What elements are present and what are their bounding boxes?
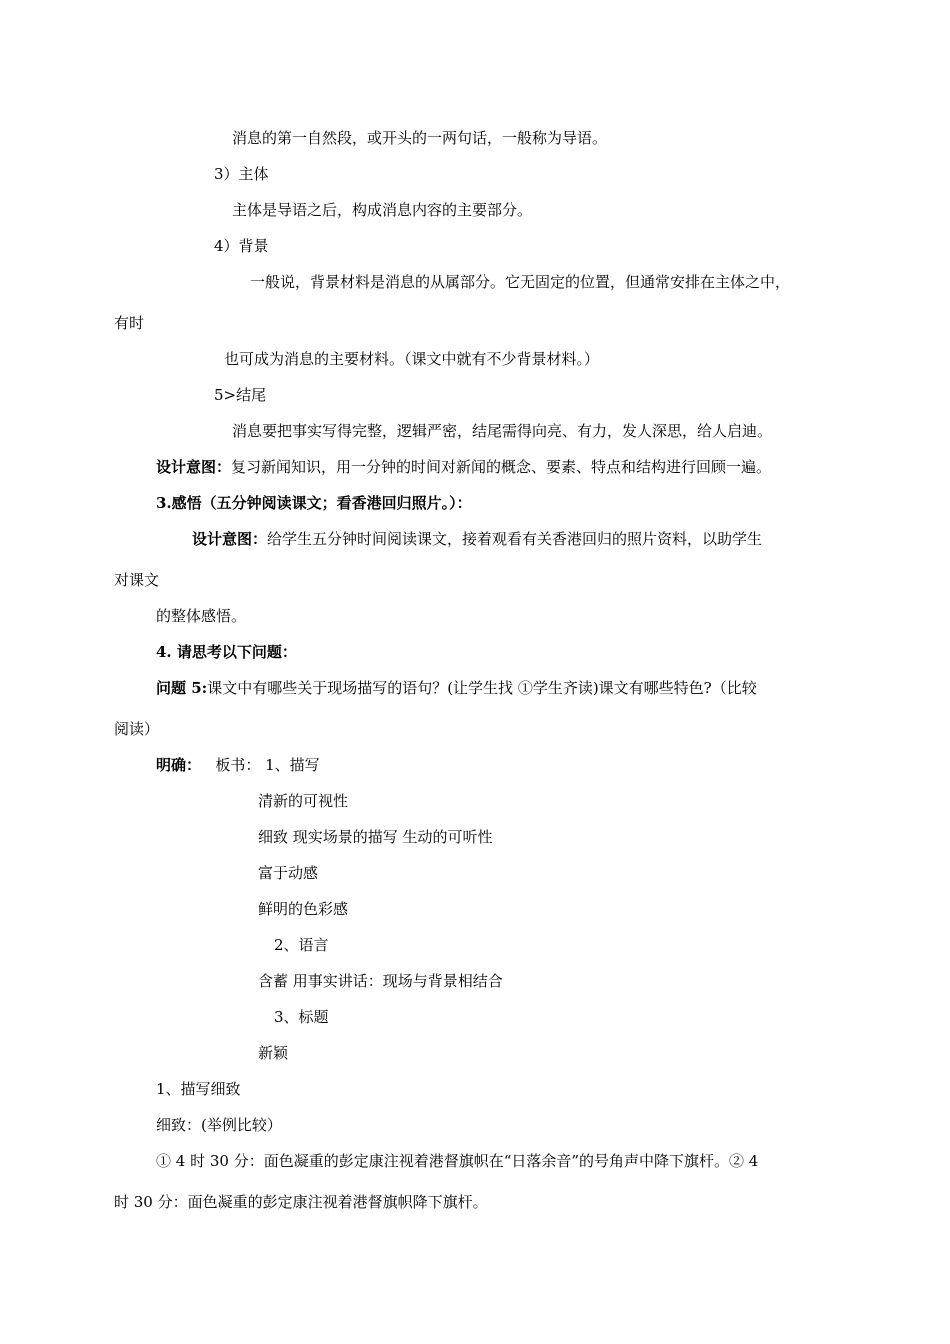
question-label: 问题 5:	[156, 679, 208, 697]
heading-background: 4）背景	[214, 237, 269, 255]
heading-body: 3）主体	[214, 165, 269, 183]
example-line1: ① 4 时 30 分：面色凝重的彭定康注视着港督旗帜在“日落余音”的号角声中降下旗杆。② 4	[156, 1152, 759, 1170]
question-5	[156, 678, 757, 698]
blackboard-item: 细致 现实场景的描写 生动的可听性	[258, 828, 493, 846]
clarify-line	[156, 755, 320, 775]
design-intent-2	[192, 529, 762, 549]
blackboard-item: 3、标题	[274, 1008, 329, 1026]
blackboard-item: 2、语言	[274, 936, 329, 954]
paragraph-body-definition: 主体是导语之后，构成消息内容的主要部分。	[232, 201, 533, 219]
paragraph-background-line3: 也可成为消息的主要材料。（课文中就有不少背景材料。）	[224, 350, 600, 368]
design-intent-2-line2: 对课文	[114, 571, 160, 589]
section-3-heading: 3.感悟（五分钟阅读课文；看香港回归照片。）：	[156, 494, 472, 512]
blackboard-item: 新颖	[258, 1044, 289, 1062]
detail-heading: 1、描写细致	[156, 1080, 241, 1098]
design-intent-text: 复习新闻知识，用一分钟的时间对新闻的概念、要素、特点和结构进行回顾一遍。	[231, 458, 772, 476]
design-intent-text: 给学生五分钟时间阅读课文，接着观看有关香港回归的照片资料，以助学生	[267, 530, 763, 548]
detail-subheading: 细致：(举例比较）	[156, 1116, 282, 1134]
question-text: 课文中有哪些关于现场描写的语句？(让学生找 ①学生齐读)课文有哪些特色?（比较	[207, 679, 757, 697]
blackboard-item: 含蓄 用事实讲话：现场与背景相结合	[258, 972, 503, 990]
paragraph-background-line2: 有时	[114, 314, 145, 332]
blackboard-item: 鲜明的色彩感	[258, 900, 349, 918]
blackboard-item: 富于动感	[258, 864, 319, 882]
blackboard-item: 清新的可视性	[258, 792, 349, 810]
clarify-label: 明确：	[156, 756, 202, 774]
design-intent-label: 设计意图：	[156, 458, 232, 476]
paragraph-background-line1: 一般说，背景材料是消息的从属部分。它无固定的位置，但通常安排在主体之中，	[250, 273, 791, 291]
design-intent-2-line3: 的整体感悟。	[156, 607, 247, 625]
blackboard-heading: 板书： 1、描写	[215, 756, 320, 774]
design-intent-1	[156, 457, 771, 477]
example-line2: 时 30 分：面色凝重的彭定康注视着港督旗帜降下旗杆。	[114, 1193, 488, 1211]
question-5-line2: 阅读）	[114, 720, 160, 738]
paragraph-ending: 消息要把事实写得完整，逻辑严密，结尾需得向亮、有力，发人深思，给人启迪。	[232, 422, 773, 440]
heading-ending: 5>结尾	[214, 386, 267, 404]
section-4-heading: 4. 请思考以下问题：	[156, 643, 297, 661]
design-intent-label: 设计意图：	[192, 530, 268, 548]
paragraph-lead-definition: 消息的第一自然段，或开头的一两句话，一般称为导语。	[232, 129, 608, 147]
